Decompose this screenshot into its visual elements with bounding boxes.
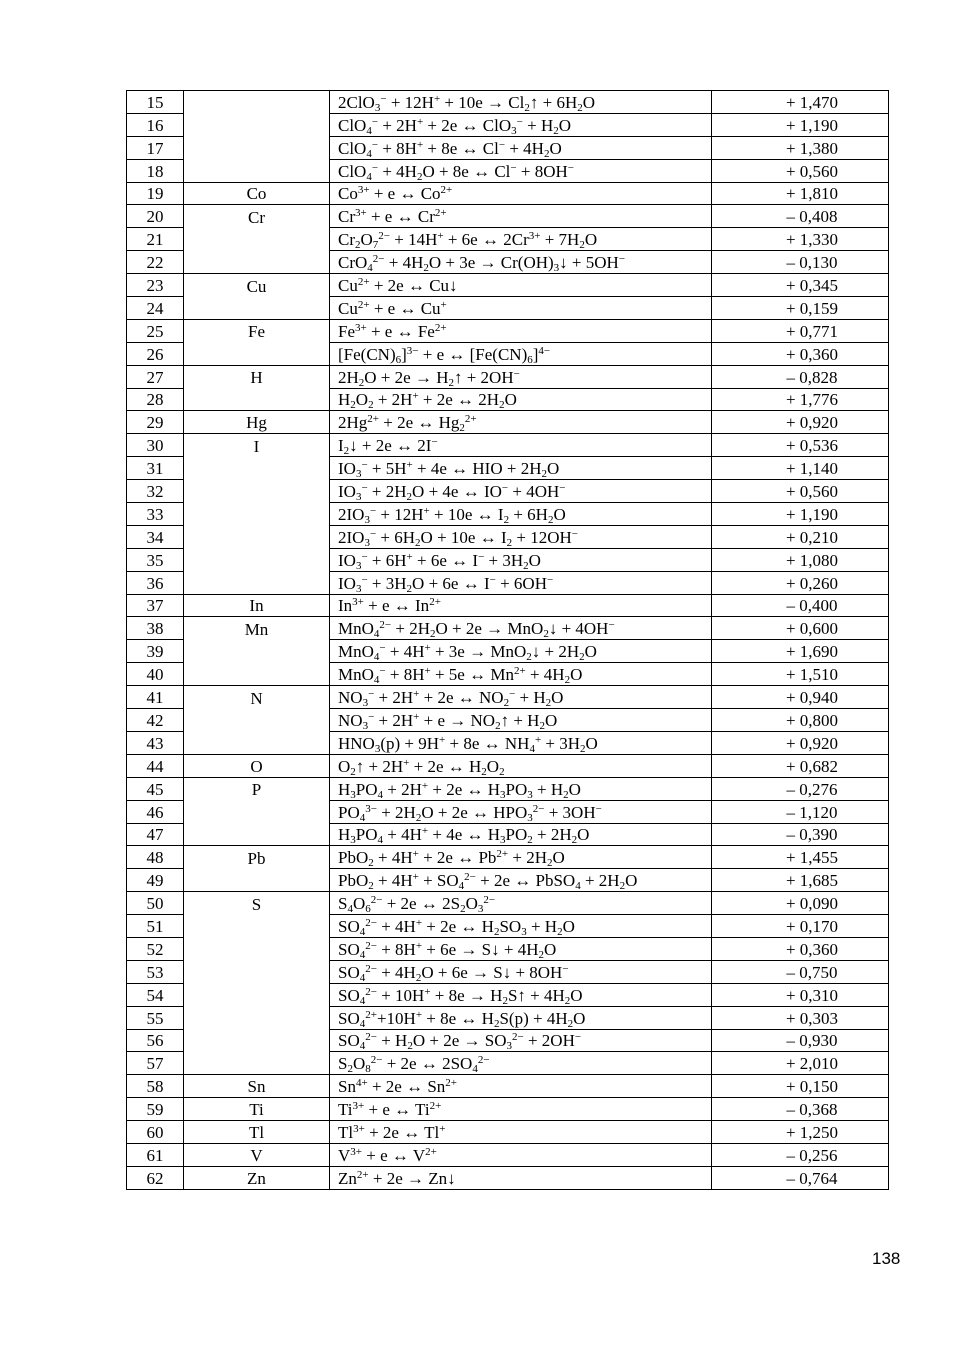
potential-cell: + 0,170 (712, 915, 889, 938)
element-cell: In (184, 594, 330, 617)
element-cell (184, 571, 330, 594)
element-cell (184, 800, 330, 823)
table-row (127, 91, 889, 114)
row-number-cell: 49 (127, 869, 184, 892)
row-number-cell: 19 (127, 182, 184, 205)
row-number-cell: 52 (127, 937, 184, 960)
table-row (127, 709, 889, 732)
table-row (127, 731, 889, 754)
row-number-cell: 47 (127, 823, 184, 846)
potential-cell: + 0,771 (712, 319, 889, 342)
table-row (127, 686, 889, 709)
half-reaction-cell: $H_3PO_4 + 2H^+ + 2e$ ↔ $H_3PO_3 + H_2O$ (330, 777, 712, 800)
row-number-cell: 48 (127, 846, 184, 869)
half-reaction-cell: $ClO_4^- + 4H_2O + 8e$ ↔ Cl− + 8OH− (330, 159, 712, 182)
element-cell (184, 297, 330, 320)
table-row (127, 1029, 889, 1052)
potential-cell: – 0,750 (712, 960, 889, 983)
row-number-cell: 60 (127, 1121, 184, 1144)
row-number-cell: 51 (127, 915, 184, 938)
element-cell: Co (184, 182, 330, 205)
potential-cell: + 0,536 (712, 434, 889, 457)
potential-cell: + 1,190 (712, 503, 889, 526)
half-reaction-cell: $2Hg^{2+} + 2e$ ↔ $Hg_2^{2+}$ (330, 411, 712, 434)
half-reaction-cell: $IO_3^- + 6H^+ + 6e$ ↔ $I^- + 3H_2O$ (330, 548, 712, 571)
potentials-table-container (126, 90, 888, 1190)
row-number-cell: 22 (127, 251, 184, 274)
table-row (127, 1121, 889, 1144)
standard-potentials-table (126, 90, 889, 1190)
potential-cell: + 0,600 (712, 617, 889, 640)
potential-cell: + 1,140 (712, 457, 889, 480)
potential-cell: + 1,470 (712, 91, 889, 114)
element-cell: Mn (184, 617, 330, 640)
table-row (127, 342, 889, 365)
half-reaction-cell: $S_4O_6^{2-} + 2e$ ↔ $2S_2O_3^{2-}$ (330, 892, 712, 915)
half-reaction-cell: $IO_3^- + 2H_2O + 4e$ ↔ IO− + 4OH− (330, 480, 712, 503)
half-reaction-cell: $Zn^{2+} + 2e$ → Zn↓ (330, 1166, 712, 1189)
potential-cell: + 0,360 (712, 342, 889, 365)
element-cell (184, 503, 330, 526)
half-reaction-cell: $Ti^{3+} + e$ ↔ $Ti^{2+}$ (330, 1098, 712, 1121)
potential-cell: + 0,150 (712, 1075, 889, 1098)
element-cell: Zn (184, 1166, 330, 1189)
potential-cell: – 0,408 (712, 205, 889, 228)
potential-cell: – 0,930 (712, 1029, 889, 1052)
row-number-cell: 36 (127, 571, 184, 594)
potential-cell: + 1,810 (712, 182, 889, 205)
table-row (127, 640, 889, 663)
table-row (127, 297, 889, 320)
row-number-cell: 58 (127, 1075, 184, 1098)
row-number-cell: 62 (127, 1166, 184, 1189)
row-number-cell: 35 (127, 548, 184, 571)
row-number-cell: 39 (127, 640, 184, 663)
half-reaction-cell: $I_2↓ + 2e$ ↔ 2I− (330, 434, 712, 457)
half-reaction-cell: $SO_4^{2-} + 10H^+ + 8e$ → $H_2S↑ + 4H_2O$ (330, 983, 712, 1006)
row-number-cell: 32 (127, 480, 184, 503)
potential-cell: + 0,260 (712, 571, 889, 594)
table-row (127, 1006, 889, 1029)
half-reaction-cell: PbO$_2$ + 4H+ + 2e ↔ $Pb^{2+} + 2H_2O$ (330, 846, 712, 869)
half-reaction-cell: $2H_2O + 2e$ → $H_2↑ + 2OH^-$ (330, 365, 712, 388)
table-row (127, 228, 889, 251)
element-cell (184, 480, 330, 503)
row-number-cell: 45 (127, 777, 184, 800)
element-cell (184, 457, 330, 480)
potential-cell: – 0,276 (712, 777, 889, 800)
potential-cell: + 0,560 (712, 159, 889, 182)
row-number-cell: 28 (127, 388, 184, 411)
element-cell (184, 548, 330, 571)
table-row (127, 892, 889, 915)
row-number-cell: 38 (127, 617, 184, 640)
potential-cell: + 0,920 (712, 731, 889, 754)
table-row (127, 365, 889, 388)
element-cell (184, 113, 330, 136)
half-reaction-cell: $SO_4^{2-} + 4H_2O + 6e$ → S↓ + 8OH− (330, 960, 712, 983)
row-number-cell: 18 (127, 159, 184, 182)
row-number-cell: 26 (127, 342, 184, 365)
element-cell: V (184, 1143, 330, 1166)
half-reaction-cell: $HNO_3(p) + 9H^+ + 8e$ ↔ $NH_4^+ + 3H_2O$ (330, 731, 712, 754)
row-number-cell: 41 (127, 686, 184, 709)
potential-cell: + 1,690 (712, 640, 889, 663)
element-cell: H (184, 365, 330, 388)
element-cell: O (184, 754, 330, 777)
row-number-cell: 43 (127, 731, 184, 754)
potential-cell: + 0,920 (712, 411, 889, 434)
table-row (127, 571, 889, 594)
table-row (127, 136, 889, 159)
element-cell (184, 915, 330, 938)
table-row (127, 823, 889, 846)
table-row (127, 869, 889, 892)
element-cell (184, 937, 330, 960)
row-number-cell: 33 (127, 503, 184, 526)
element-cell (184, 709, 330, 732)
row-number-cell: 21 (127, 228, 184, 251)
element-cell (184, 1029, 330, 1052)
potential-cell: + 2,010 (712, 1052, 889, 1075)
half-reaction-cell: $NO_3^- + 2H^+ + 2e$ ↔ $NO_2^- + H_2O$ (330, 686, 712, 709)
row-number-cell: 23 (127, 274, 184, 297)
element-cell (184, 91, 330, 114)
potential-cell: + 1,776 (712, 388, 889, 411)
element-cell (184, 228, 330, 251)
potential-cell: + 0,303 (712, 1006, 889, 1029)
half-reaction-cell: $Cu^{2+} + e$ ↔ Cu+ (330, 297, 712, 320)
element-cell (184, 1052, 330, 1075)
table-row (127, 1052, 889, 1075)
element-cell (184, 869, 330, 892)
row-number-cell: 30 (127, 434, 184, 457)
row-number-cell: 24 (127, 297, 184, 320)
half-reaction-cell: $IO_3^- + 5H^+ + 4e$ ↔ HIO + $2H_2O$ (330, 457, 712, 480)
element-cell: Cu (184, 274, 330, 297)
half-reaction-cell: $PO_4^{3-} + 2H_2O + 2e$ ↔ $HPO_3^{2-} + 3OH^-$ (330, 800, 712, 823)
table-row (127, 411, 889, 434)
element-cell: Fe (184, 319, 330, 342)
table-row (127, 525, 889, 548)
half-reaction-cell: $PbO_2 + 4H^+ + SO_4^{2-} + 2e$ ↔ PbSO$_4$ + $2H_2O$ (330, 869, 712, 892)
half-reaction-cell: $SO_4^{2-} + H_2O + 2e \to SO_3^{2-} + 2OH^-$ (330, 1029, 712, 1052)
table-row (127, 1098, 889, 1121)
table-row (127, 1075, 889, 1098)
table-row (127, 960, 889, 983)
half-reaction-cell: $IO_3^- + 3H_2O + 6e$ ↔ I− + 6OH− (330, 571, 712, 594)
table-row (127, 251, 889, 274)
half-reaction-cell: $[Fe(CN)_6]^{3-} + e$ ↔ $[Fe(CN)_6]^{4-}$ (330, 342, 712, 365)
half-reaction-cell: $Sn^{4+} + 2e$ ↔ $Sn^{2+}$ (330, 1075, 712, 1098)
row-number-cell: 15 (127, 91, 184, 114)
row-number-cell: 50 (127, 892, 184, 915)
element-cell: Tl (184, 1121, 330, 1144)
potential-cell: – 0,828 (712, 365, 889, 388)
half-reaction-cell: $Fe^{3+} + e$ ↔ $Fe^{2+}$ (330, 319, 712, 342)
half-reaction-cell: $S_2O_8^{2-} + 2e$ ↔ $2SO_4^{2-}$ (330, 1052, 712, 1075)
half-reaction-cell: $2IO_3^- + 12H^+ + 10e$ ↔ $I_2 + 6H_2O$ (330, 503, 712, 526)
row-number-cell: 16 (127, 113, 184, 136)
table-row (127, 503, 889, 526)
potential-cell: – 0,130 (712, 251, 889, 274)
row-number-cell: 34 (127, 525, 184, 548)
row-number-cell: 17 (127, 136, 184, 159)
half-reaction-cell: $Co^{3+} + e$ ↔ $Co^{2+}$ (330, 182, 712, 205)
table-row (127, 617, 889, 640)
row-number-cell: 37 (127, 594, 184, 617)
table-row (127, 457, 889, 480)
potential-cell: + 0,310 (712, 983, 889, 1006)
table-row (127, 159, 889, 182)
element-cell: N (184, 686, 330, 709)
element-cell (184, 663, 330, 686)
element-cell (184, 1006, 330, 1029)
table-row (127, 937, 889, 960)
potential-cell: + 0,800 (712, 709, 889, 732)
element-cell (184, 823, 330, 846)
table-row (127, 182, 889, 205)
row-number-cell: 31 (127, 457, 184, 480)
table-row (127, 205, 889, 228)
potential-cell: + 1,080 (712, 548, 889, 571)
table-row (127, 800, 889, 823)
table-row (127, 754, 889, 777)
half-reaction-cell: $In^{3+} + e$ ↔ $In^{2+}$ (330, 594, 712, 617)
half-reaction-cell: $2ClO_3^- + 12H^+ + 10e \to Cl_2↑ + 6H_2O$ (330, 91, 712, 114)
table-row (127, 594, 889, 617)
element-cell (184, 159, 330, 182)
potential-cell: – 1,120 (712, 800, 889, 823)
potential-cell: + 1,190 (712, 113, 889, 136)
potential-cell: + 1,330 (712, 228, 889, 251)
element-cell: S (184, 892, 330, 915)
element-cell (184, 251, 330, 274)
table-row (127, 113, 889, 136)
half-reaction-cell: $NO_3^- + 2H^+ + e$ → $NO_2↑ + H_2O$ (330, 709, 712, 732)
table-row (127, 1143, 889, 1166)
page-number: 138 (872, 1249, 901, 1268)
half-reaction-cell: $2IO_3^- + 6H_2O + 10e$ ↔ $I_2 + 12OH^-$ (330, 525, 712, 548)
table-body (127, 91, 889, 1190)
row-number-cell: 46 (127, 800, 184, 823)
potential-cell: + 0,682 (712, 754, 889, 777)
potential-cell: + 1,510 (712, 663, 889, 686)
half-reaction-cell: $Cr_2O_7^{2-} + 14H^+ + 6e$ ↔ $2Cr^{3+} + 7H_2O$ (330, 228, 712, 251)
element-cell: Cr (184, 205, 330, 228)
potential-cell: + 1,380 (712, 136, 889, 159)
potential-cell: – 0,390 (712, 823, 889, 846)
element-cell: Pb (184, 846, 330, 869)
table-row (127, 983, 889, 1006)
half-reaction-cell: $V^{3+} + e$ ↔ $V^{2+}$ (330, 1143, 712, 1166)
potential-cell: + 0,159 (712, 297, 889, 320)
half-reaction-cell: MnO$_4$− + 4H+ + 3e → MnO$_2$↓ + $2H_2O$ (330, 640, 712, 663)
potential-cell: + 0,210 (712, 525, 889, 548)
potential-cell: + 0,940 (712, 686, 889, 709)
table-row (127, 388, 889, 411)
row-number-cell: 56 (127, 1029, 184, 1052)
row-number-cell: 59 (127, 1098, 184, 1121)
row-number-cell: 40 (127, 663, 184, 686)
potential-cell: + 1,250 (712, 1121, 889, 1144)
row-number-cell: 42 (127, 709, 184, 732)
table-row (127, 548, 889, 571)
table-row (127, 1166, 889, 1189)
half-reaction-cell: $CrO_4^{2-} + 4H_2O + 3e$ → $Cr(OH)_3↓ + 5OH^-$ (330, 251, 712, 274)
table-row (127, 663, 889, 686)
half-reaction-cell: $SO_4^{2-} + 4H^+ + 2e$ ↔ $H_2SO_3 + H_2O$ (330, 915, 712, 938)
row-number-cell: 54 (127, 983, 184, 1006)
row-number-cell: 44 (127, 754, 184, 777)
row-number-cell: 55 (127, 1006, 184, 1029)
potential-cell: + 0,345 (712, 274, 889, 297)
half-reaction-cell: $Tl^{3+} + 2e$ ↔ Tl+ (330, 1121, 712, 1144)
element-cell: I (184, 434, 330, 457)
table-row (127, 846, 889, 869)
table-row (127, 434, 889, 457)
element-cell: Ti (184, 1098, 330, 1121)
element-cell (184, 960, 330, 983)
half-reaction-cell: $SO_4^{2+}+10H^+ + 8e$ ↔ $H_2S(p) + 4H_2O$ (330, 1006, 712, 1029)
potential-cell: – 0,764 (712, 1166, 889, 1189)
row-number-cell: 20 (127, 205, 184, 228)
potential-cell: – 0,256 (712, 1143, 889, 1166)
half-reaction-cell: $O_2↑ + 2H^+ + 2e$ ↔ $H_2O_2$ (330, 754, 712, 777)
potential-cell: + 1,455 (712, 846, 889, 869)
table-row (127, 274, 889, 297)
element-cell (184, 388, 330, 411)
potential-cell: + 1,685 (712, 869, 889, 892)
row-number-cell: 61 (127, 1143, 184, 1166)
element-cell (184, 983, 330, 1006)
row-number-cell: 27 (127, 365, 184, 388)
element-cell (184, 731, 330, 754)
half-reaction-cell: $H_2O_2 + 2H^+ + 2e$ ↔ $2H_2O$ (330, 388, 712, 411)
element-cell (184, 342, 330, 365)
potential-cell: – 0,400 (712, 594, 889, 617)
table-row (127, 777, 889, 800)
element-cell: Hg (184, 411, 330, 434)
row-number-cell: 53 (127, 960, 184, 983)
potential-cell: + 0,090 (712, 892, 889, 915)
element-cell (184, 640, 330, 663)
table-row (127, 480, 889, 503)
potential-cell: + 0,360 (712, 937, 889, 960)
row-number-cell: 25 (127, 319, 184, 342)
half-reaction-cell: MnO$_4$− + 8H+ + 5e ↔ $Mn^{2+} + 4H_2O$ (330, 663, 712, 686)
half-reaction-cell: $H_3PO_4 + 4H^+ + 4e$ ↔ $H_3PO_2 + 2H_2O$ (330, 823, 712, 846)
row-number-cell: 29 (127, 411, 184, 434)
element-cell: Sn (184, 1075, 330, 1098)
element-cell: P (184, 777, 330, 800)
element-cell (184, 525, 330, 548)
half-reaction-cell: $MnO_4^{2-} + 2H_2O + 2e$ → MnO$_2$↓ + 4OH− (330, 617, 712, 640)
half-reaction-cell: ClO$_4$− + 2H+ + 2e ↔ $ClO_3^- + H_2O$ (330, 113, 712, 136)
half-reaction-cell: $SO_4^{2-} + 8H^+ + 6e$ → S↓ + $4H_2O$ (330, 937, 712, 960)
half-reaction-cell: $Cu^{2+} + 2e$ ↔ Cu↓ (330, 274, 712, 297)
potential-cell: + 0,560 (712, 480, 889, 503)
potential-cell: – 0,368 (712, 1098, 889, 1121)
row-number-cell: 57 (127, 1052, 184, 1075)
element-cell (184, 136, 330, 159)
half-reaction-cell: ClO$_4$− + 8H+ + 8e ↔ $Cl^- + 4H_2O$ (330, 136, 712, 159)
half-reaction-cell: $Cr^{3+} + e$ ↔ $Cr^{2+}$ (330, 205, 712, 228)
table-row (127, 915, 889, 938)
table-row (127, 319, 889, 342)
